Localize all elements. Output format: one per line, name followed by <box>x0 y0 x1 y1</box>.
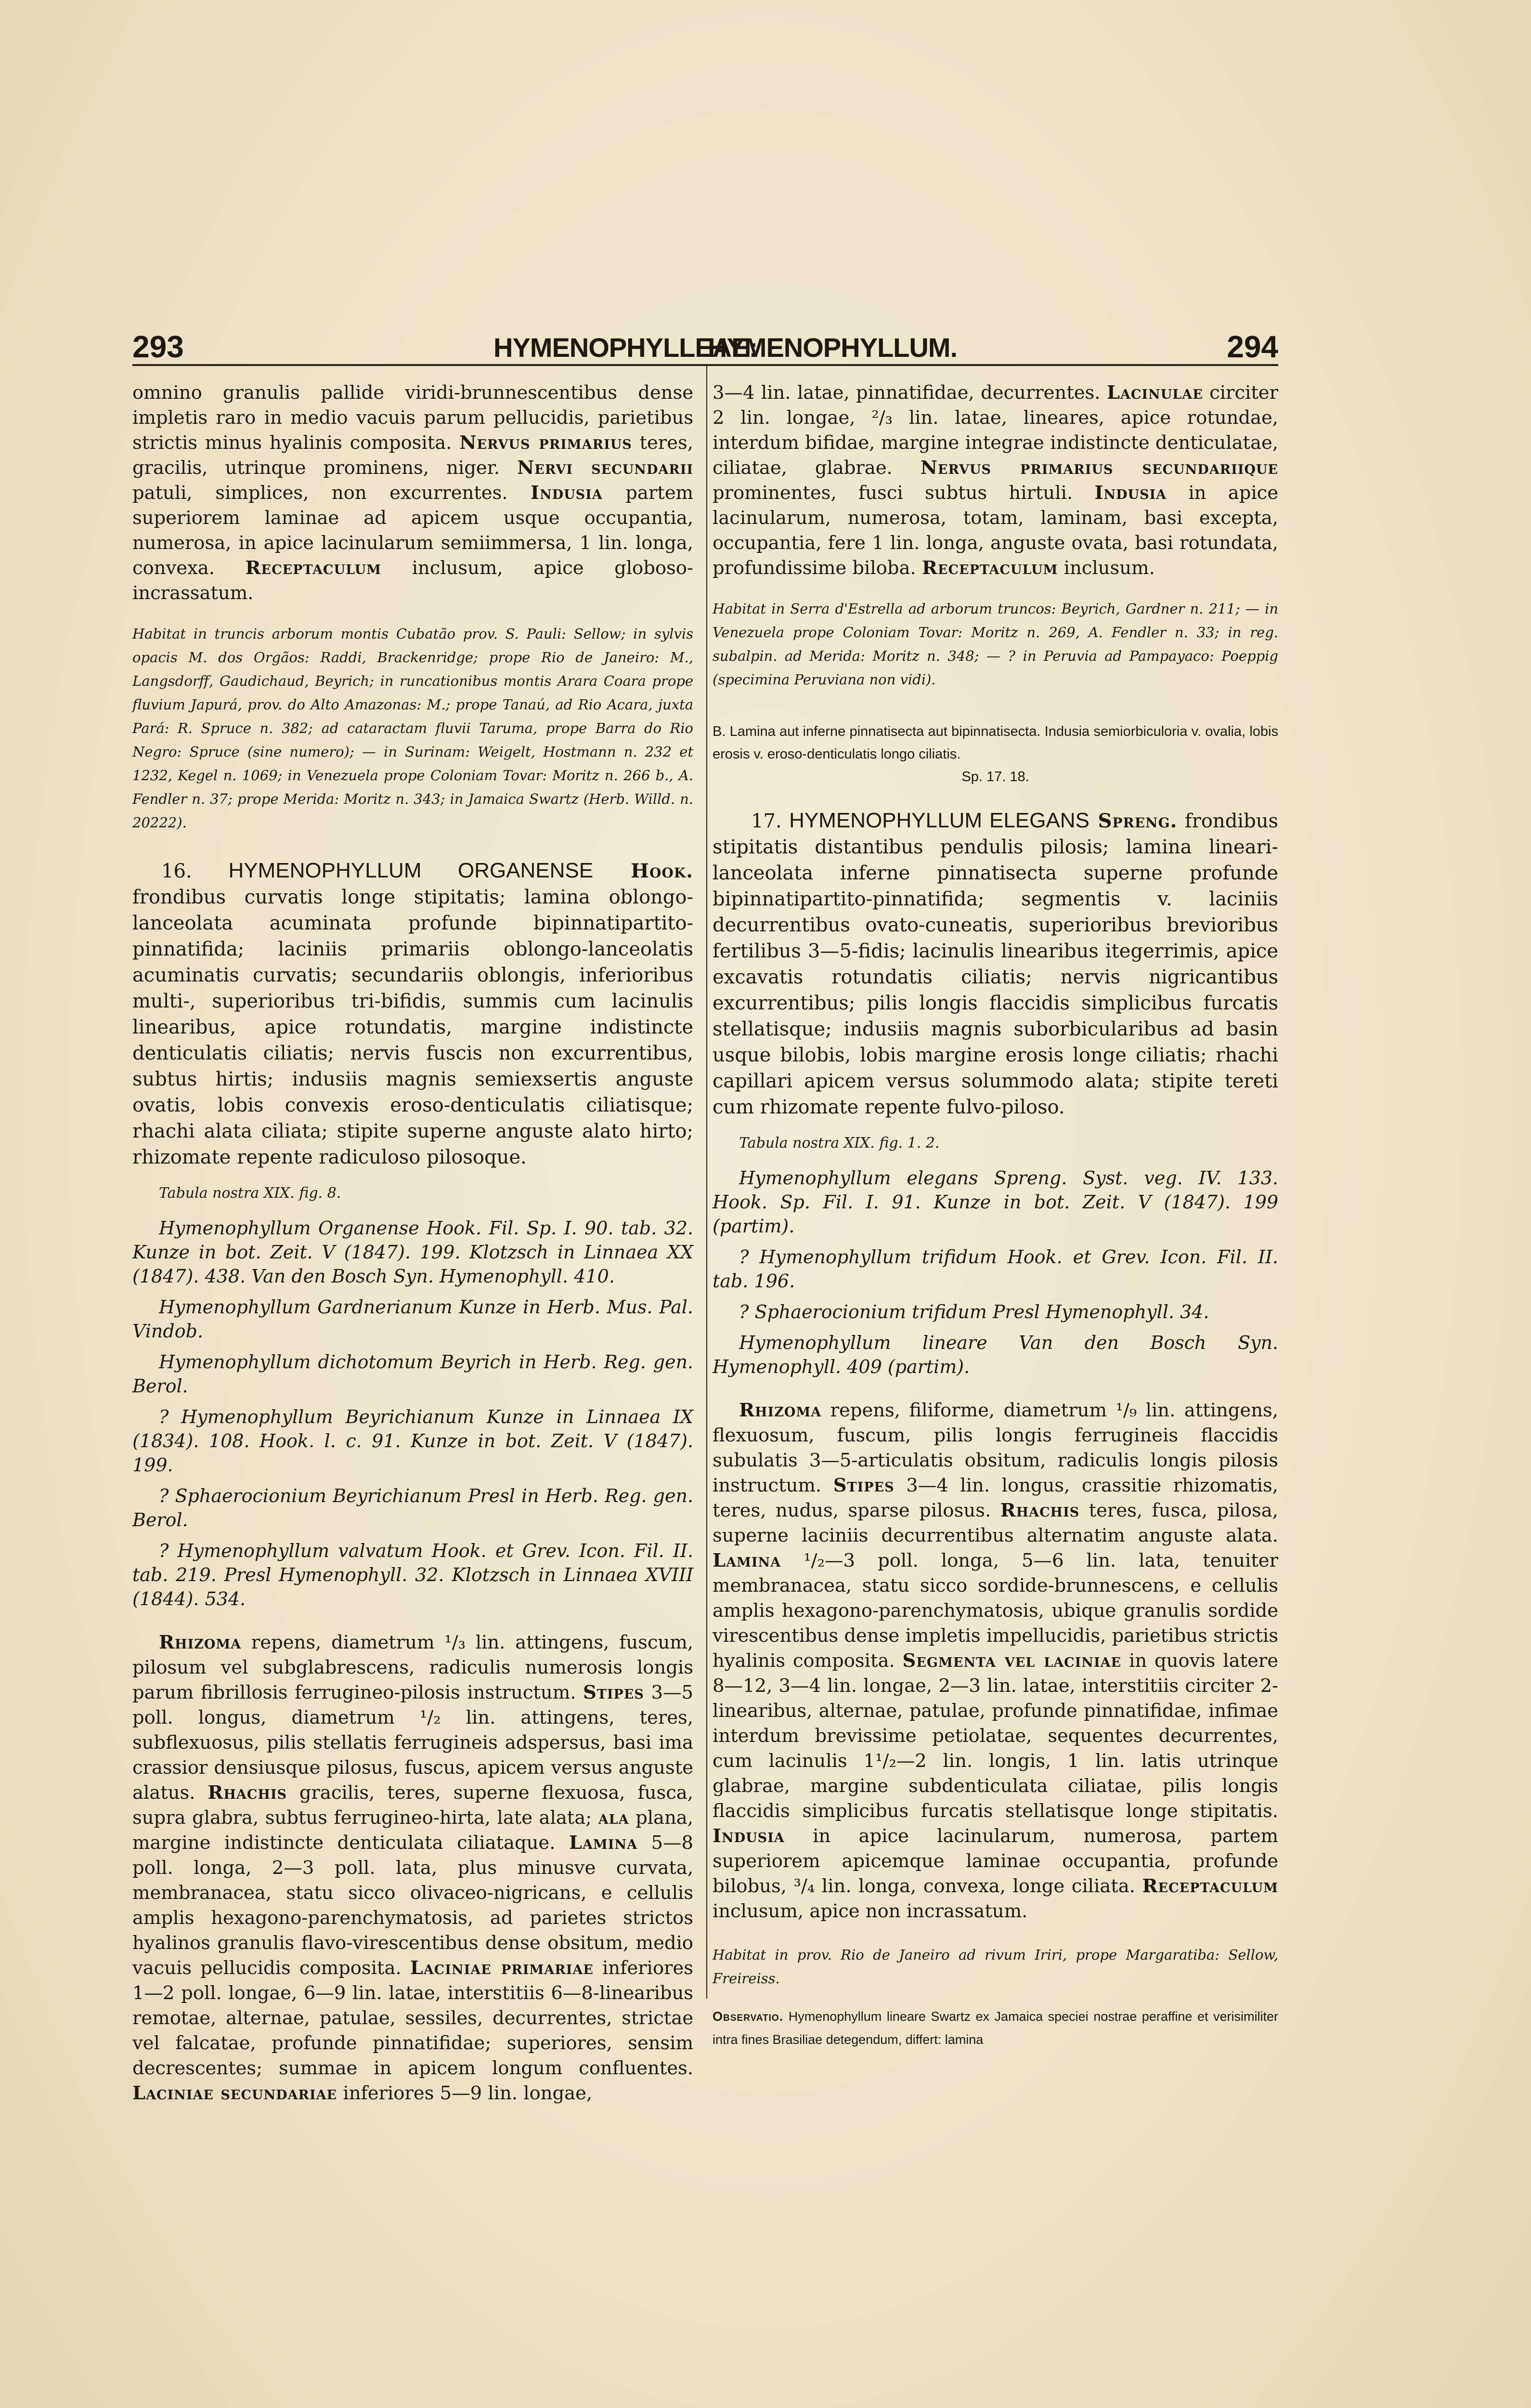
habitat-paragraph: Habitat in truncis arborum montis Cubatão prov. S. Pauli: Sellow; in sylvis opacis M. dos Orgãos: Raddi, Brackenridge; prope Rio de Janeiro: M., Langsdorff, Gaudichaud, Beyrich; in runcationibus montis Arara Coara prope fluvium Japurá, prov. do Alto Amazonas: M.; prope Tanaú, ad Rio Acara, juxta Pará: R. Spruce n. 382; ad cataractam fluvii Taruma, prope Barra do Rio Negro: Spruce (sine numero); — in Surinam: Weigelt, Hostmann n. 232 et 1232, Kegel n. 1069; in Venezuela prope Coloniam Tovar: Moritz n. 266 b., A. Fendler n. 37; prope Merida: Moritz n. 343; in Jamaica Swartz (Herb. Willd. n. 20222). <box>132 626 693 831</box>
observation-paragraph: Observatio. Hymenophyllum lineare Swartz ex Jamaica speciei nostrae peraffine et verisimiliter intra fines Brasiliae detegendum, differt: lamina <box>713 2009 1278 2047</box>
continued-description: 3—4 lin. latae, pinnatifidae, decurrentes. Lacinulae circiter 2 lin. longae, ²/₃ lin. latae, lineares, apice rotundae, interdum bifidae, margine integrae indistincte denticulatae, ciliatae, glabrae. Nervus primarius secundariique prominentes, fusci subtus hirtuli. Indusia in apice lacinularum, numerosa, totam, laminam, basi excepta, occupantia, fere 1 lin. longa, anguste ovata, basi rotundata, profundissime biloba. Receptaculum inclusum. <box>713 382 1278 579</box>
habitat-paragraph: Habitat in prov. Rio de Janeiro ad rivum Iriri, prope Margaratiba: Sellow, Freireiss. <box>713 1947 1278 1987</box>
species-16-description: Rhizoma repens, diametrum ¹/₃ lin. attingens, fuscum, pilosum vel subglabrescens, radiculis numerosis longis parum fibrillosis ferrugineo-pilosis instructum. Stipes 3—5 poll. longus, diametrum ¹/₂ lin. attingens, teres, subflexuosus, pilis stellatis ferrugineis adspersus, basi ima crassior densiusque pilosus, fuscus, apicem versus anguste alatus. Rhachis gracilis, teres, superne flexuosa, fusca, supra glabra, subtus ferrugineo-hirta, late alata; ala plana, margine indistincte denticulata ciliataque. Lamina 5—8 poll. longa, 2—3 poll. lata, plus minusve curvata, membranacea, statu sicco olivaceo-nigricans, e cellulis amplis hexagono-parenchymatosis, ad parietes strictos hyalinos granulis flavo-virescentibus dense obsitum, medio vacuis pellucidis composita. Laciniae primariae inferiores 1—2 poll. longae, 6—9 lin. latae, interstitiis 6—8-linearibus remotae, alternae, patulae, sessiles, decurrentes, strictae vel falcatae, profunde pinnatifidae; superiores, sensim decrescentes; summae in apicem longum confluentes. Laciniae secundariae inferiores 5—9 lin. longae, <box>132 1632 693 2104</box>
synonym: ? Hymenophyllum valvatum Hook. et Grev. Icon. Fil. II. tab. 219. Presl Hymenophyll. 32. Klotzsch in Linnaea XVIII (1844). 534. <box>132 1540 693 1610</box>
species-17-description: Rhizoma repens, filiforme, diametrum ¹/₉ lin. attingens, flexuosum, fuscum, pilis longis ferrugineis flaccidis subulatis 3—5-articulatis obsitum, radiculis longis pilosis instructum. Stipes 3—4 lin. longus, crassitie rhizomatis, teres, nudus, sparse pilosus. Rhachis teres, fusca, pilosa, superne laciniis decurrentibus alternatim anguste alata. Lamina ¹/₂—3 poll. longa, 5—6 lin. lata, tenuiter membranacea, statu sicco sordide-brunnescens, e cellulis amplis hexagono-parenchymatosis, ubique granulis sordide virescentibus dense impletis impellucidis, parietibus strictis hyalinis composita. Segmenta vel laciniae in quovis latere 8—12, 3—4 lin. longae, 2—3 lin. latae, interstitiis circiter 2-linearibus, alternae, patulae, profunde pinnatifidae, infimae interdum brevissime petiolatae, sequentes decurrentes, cum lacinulis 1¹/₂—2 lin. longis, 1 lin. latis utrinque glabrae, margine subdenticulata ciliatae, pilis longis flaccidis simplicibus furcatis stellatisque longe stipitatis. Indusia in apice lacinularum, numerosa, partem superiorem apicemque laminae occupantia, profunde bilobus, ³/₄ lin. longa, convexa, longe ciliata. Receptaculum inclusum, apice non incrassatum. <box>713 1400 1278 1922</box>
page-header <box>132 320 1278 364</box>
right-column <box>713 380 1278 2051</box>
synonym: Hymenophyllum Gardnerianum Kunze in Herb. Mus. Pal. Vindob. <box>132 1296 693 1342</box>
species-17-diagnosis: 17. HYMENOPHYLLUM ELEGANS Spreng. frondibus stipitatis distantibus pendulis pilosis; lamina lineari-lanceolata inferne pinnatisecta superne profunde bipinnatipartito-pinnatifida; segmentis v. laciniis decurrentibus ovato-cuneatis, superioribus brevioribus fertilibus 3—5-fidis; lacinulis linearibus itegerrimis, apice excavatis rotundatis ciliatis; nervis nigricantibus excurrentibus; pilis longis flaccidis simplicibus furcatis stellatisque; indusiis magnis suborbicularibus ad basin usque bilobis, lobis margine erosis longe ciliatis; rhachi capillari apicem versus solummodo alata; stipite tereti cum rhizomate repente fulvo-piloso. <box>713 809 1278 1118</box>
running-head-right: HYMENOPHYLLUM. <box>708 332 957 363</box>
synonym: Hymenophyllum Organense Hook. Fil. Sp. I. 90. tab. 32. Kunze in bot. Zeit. V (1847). 199. Klotzsch in Linnaea XX (1847). 438. Van den Bosch Syn. Hymenophyll. 410. <box>132 1217 693 1287</box>
synonym: ? Sphaerocionium Beyrichianum Presl in Herb. Reg. gen. Berol. <box>132 1485 693 1531</box>
synonym: ? Hymenophyllum Beyrichianum Kunze in Linnaea IX (1834). 108. Hook. l. c. 91. Kunze in bot. Zeit. V (1847). 199. <box>132 1406 693 1476</box>
running-head-left: HYMENOPHYLLEAE: <box>493 332 758 363</box>
left-column <box>132 380 693 2106</box>
habitat-paragraph: Habitat in Serra d'Estrella ad arborum truncos: Beyrich, Gardner n. 211; — in Venezuela prope Coloniam Tovar: Moritz n. 269, A. Fendler n. 33; in reg. subalpin. ad Merida: Moritz n. 348; — ? in Peruvia ad Pampayaco: Poeppig (specimina Peruviana non vidi). <box>713 601 1278 688</box>
synonym: ? Hymenophyllum trifidum Hook. et Grev. Icon. Fil. II. tab. 196. <box>713 1246 1278 1292</box>
plate-reference: Tabula nostra XIX. fig. 8. <box>159 1185 341 1202</box>
synonym: Hymenophyllum dichotomum Beyrich in Herb. Reg. gen. Berol. <box>132 1351 693 1397</box>
header-rule <box>132 364 1278 366</box>
section-species-range: Sp. 17. 18. <box>961 769 1029 785</box>
synonym: ? Sphaerocionium trifidum Presl Hymenophyll. 34. <box>739 1301 1209 1322</box>
page-number-left: 293 <box>132 329 184 364</box>
synonym: Hymenophyllum lineare Van den Bosch Syn. Hymenophyll. 409 (partim). <box>713 1332 1278 1377</box>
synonym: Hymenophyllum elegans Spreng. Syst. veg. IV. 133. Hook. Sp. Fil. I. 91. Kunze in bot. Zeit. V (1847). 199 (partim). <box>713 1167 1278 1237</box>
continued-description: omnino granulis pallide viridi-brunnescentibus dense impletis raro in medio vacuis parum pellucidis, parietibus strictis minus hyalinis composita. Nervus primarius teres, gracilis, utrinque prominens, niger. Nervi secundarii patuli, simplices, non excurrentes. Indusia partem superiorem laminae ad apicem usque occupantia, numerosa, in apice lacinularum semiimmersa, 1 lin. longa, convexa. Receptaculum inclusum, apice globoso-incrassatum. <box>132 382 693 604</box>
plate-reference: Tabula nostra XIX. fig. 1. 2. <box>739 1135 940 1152</box>
page-number-right: 294 <box>1227 329 1278 364</box>
column-divider <box>706 366 707 1999</box>
species-16-diagnosis: 16. HYMENOPHYLLUM ORGANENSE Hook. frondibus curvatis longe stipitatis; lamina oblongo-lanceolata acuminata profunde bipinnatipartito-pinnatifida; laciniis primariis oblongo-lanceolatis acuminatis curvatis; secundariis oblongis, inferioribus multi-, superioribus tri-bifidis, summis cum lacinulis linearibus, apice rotundatis, margine indistincte denticulatis ciliatis; nervis fuscis non excurrentibus, subtus hirtis; indusiis magnis semiexsertis anguste ovatis, lobis convexis eroso-denticulatis ciliatisque; rhachi alata ciliata; stipite superne anguste alato hirto; rhizomate repente radiculoso pilosoque. <box>132 859 694 1168</box>
section-note: B. Lamina aut inferne pinnatisecta aut bipinnatisecta. Indusia semiorbiculoria v. ovalia, lobis erosis v. eroso-denticulatis longo ciliatis. <box>713 724 1278 762</box>
